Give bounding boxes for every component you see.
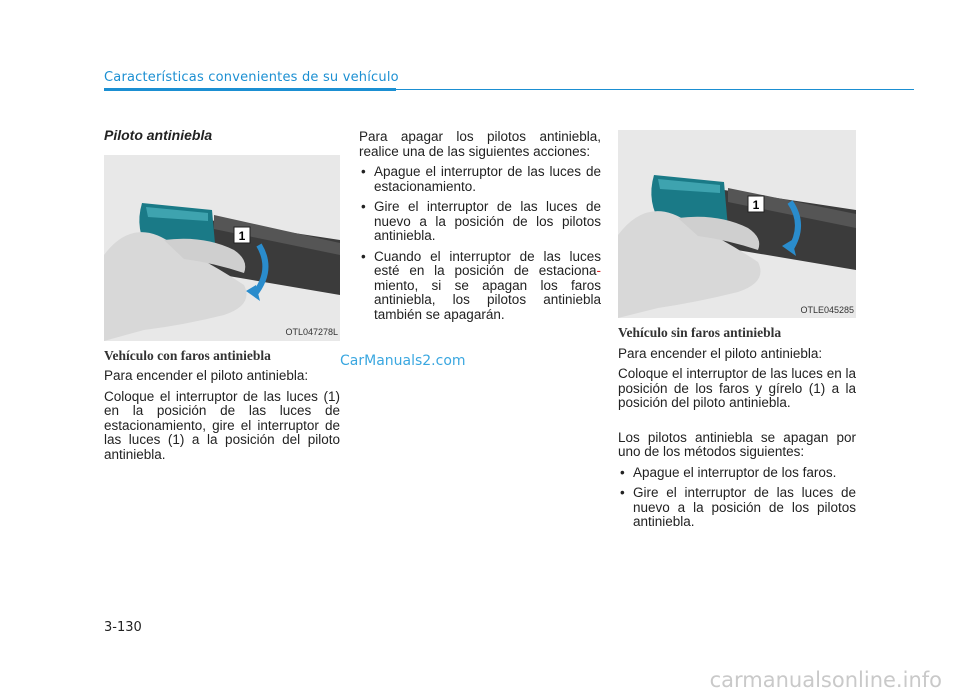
section-title: Piloto antiniebla (104, 127, 213, 143)
section-header: Características convenientes de su vehículo (104, 70, 399, 85)
list-item: • Gire el interruptor de las luces de nuevo a la posición de los pilotos antiniebla. (359, 200, 601, 244)
paragraph: Los pilotos antiniebla se apagan por uno de los métodos siguientes: (618, 429, 856, 459)
column-right (618, 130, 856, 536)
subheading: Vehículo sin faros antiniebla (618, 325, 782, 340)
hand-on-stalk-illustration (618, 130, 856, 318)
list-item: • Apague el interruptor de las luces de estacionamiento. (359, 165, 601, 194)
page-number: 3-130 (104, 620, 142, 635)
stalk-photo-no-fog (618, 130, 856, 318)
bullet-list (359, 165, 601, 322)
paragraph: Para encender el piloto antiniebla: (618, 345, 823, 361)
hand-on-stalk-illustration (104, 155, 340, 341)
list-item: • Apague el interruptor de los faros. (618, 466, 856, 481)
column-middle (359, 130, 601, 328)
photo-code: OTL047278L (285, 325, 338, 340)
callout-number: 1 (752, 198, 760, 212)
column-left (104, 128, 340, 468)
list-item: • Gire el interruptor de las luces de nuevo a la posición de los pilotos antiniebla. (618, 486, 856, 530)
watermark-footer: carmanualsonline.info (709, 668, 942, 692)
bullet-list (618, 466, 856, 530)
callout-number: 1 (238, 228, 246, 243)
paragraph: Coloque el interruptor de las luces (1) en la posición de las luces de estacionamiento, gire el interruptor de las luces (1) a la posición del piloto antiniebla. (104, 388, 340, 462)
header-rule-thick (104, 88, 396, 91)
paragraph: Coloque el interruptor de las luces en la posición de los faros y gírelo (1) a la posición del piloto antiniebla. (618, 366, 856, 410)
watermark-link[interactable]: CarManuals2.com (340, 353, 466, 369)
header-rule-thin (396, 89, 914, 90)
stalk-photo-fog (104, 155, 340, 341)
subheading: Vehículo con faros antiniebla (104, 347, 271, 363)
paragraph: Para apagar los pilotos antiniebla, realice una de las siguientes acciones: (359, 129, 601, 159)
paragraph: Para encender el piloto antiniebla: (104, 368, 309, 383)
photo-code: OTLE045285 (800, 303, 854, 318)
list-item: • Cuando el interruptor de las luces esté en la posición de estaciona- miento, si se apagan los faros antiniebla, los pilotos antiniebla también se apagarán. (359, 250, 601, 323)
